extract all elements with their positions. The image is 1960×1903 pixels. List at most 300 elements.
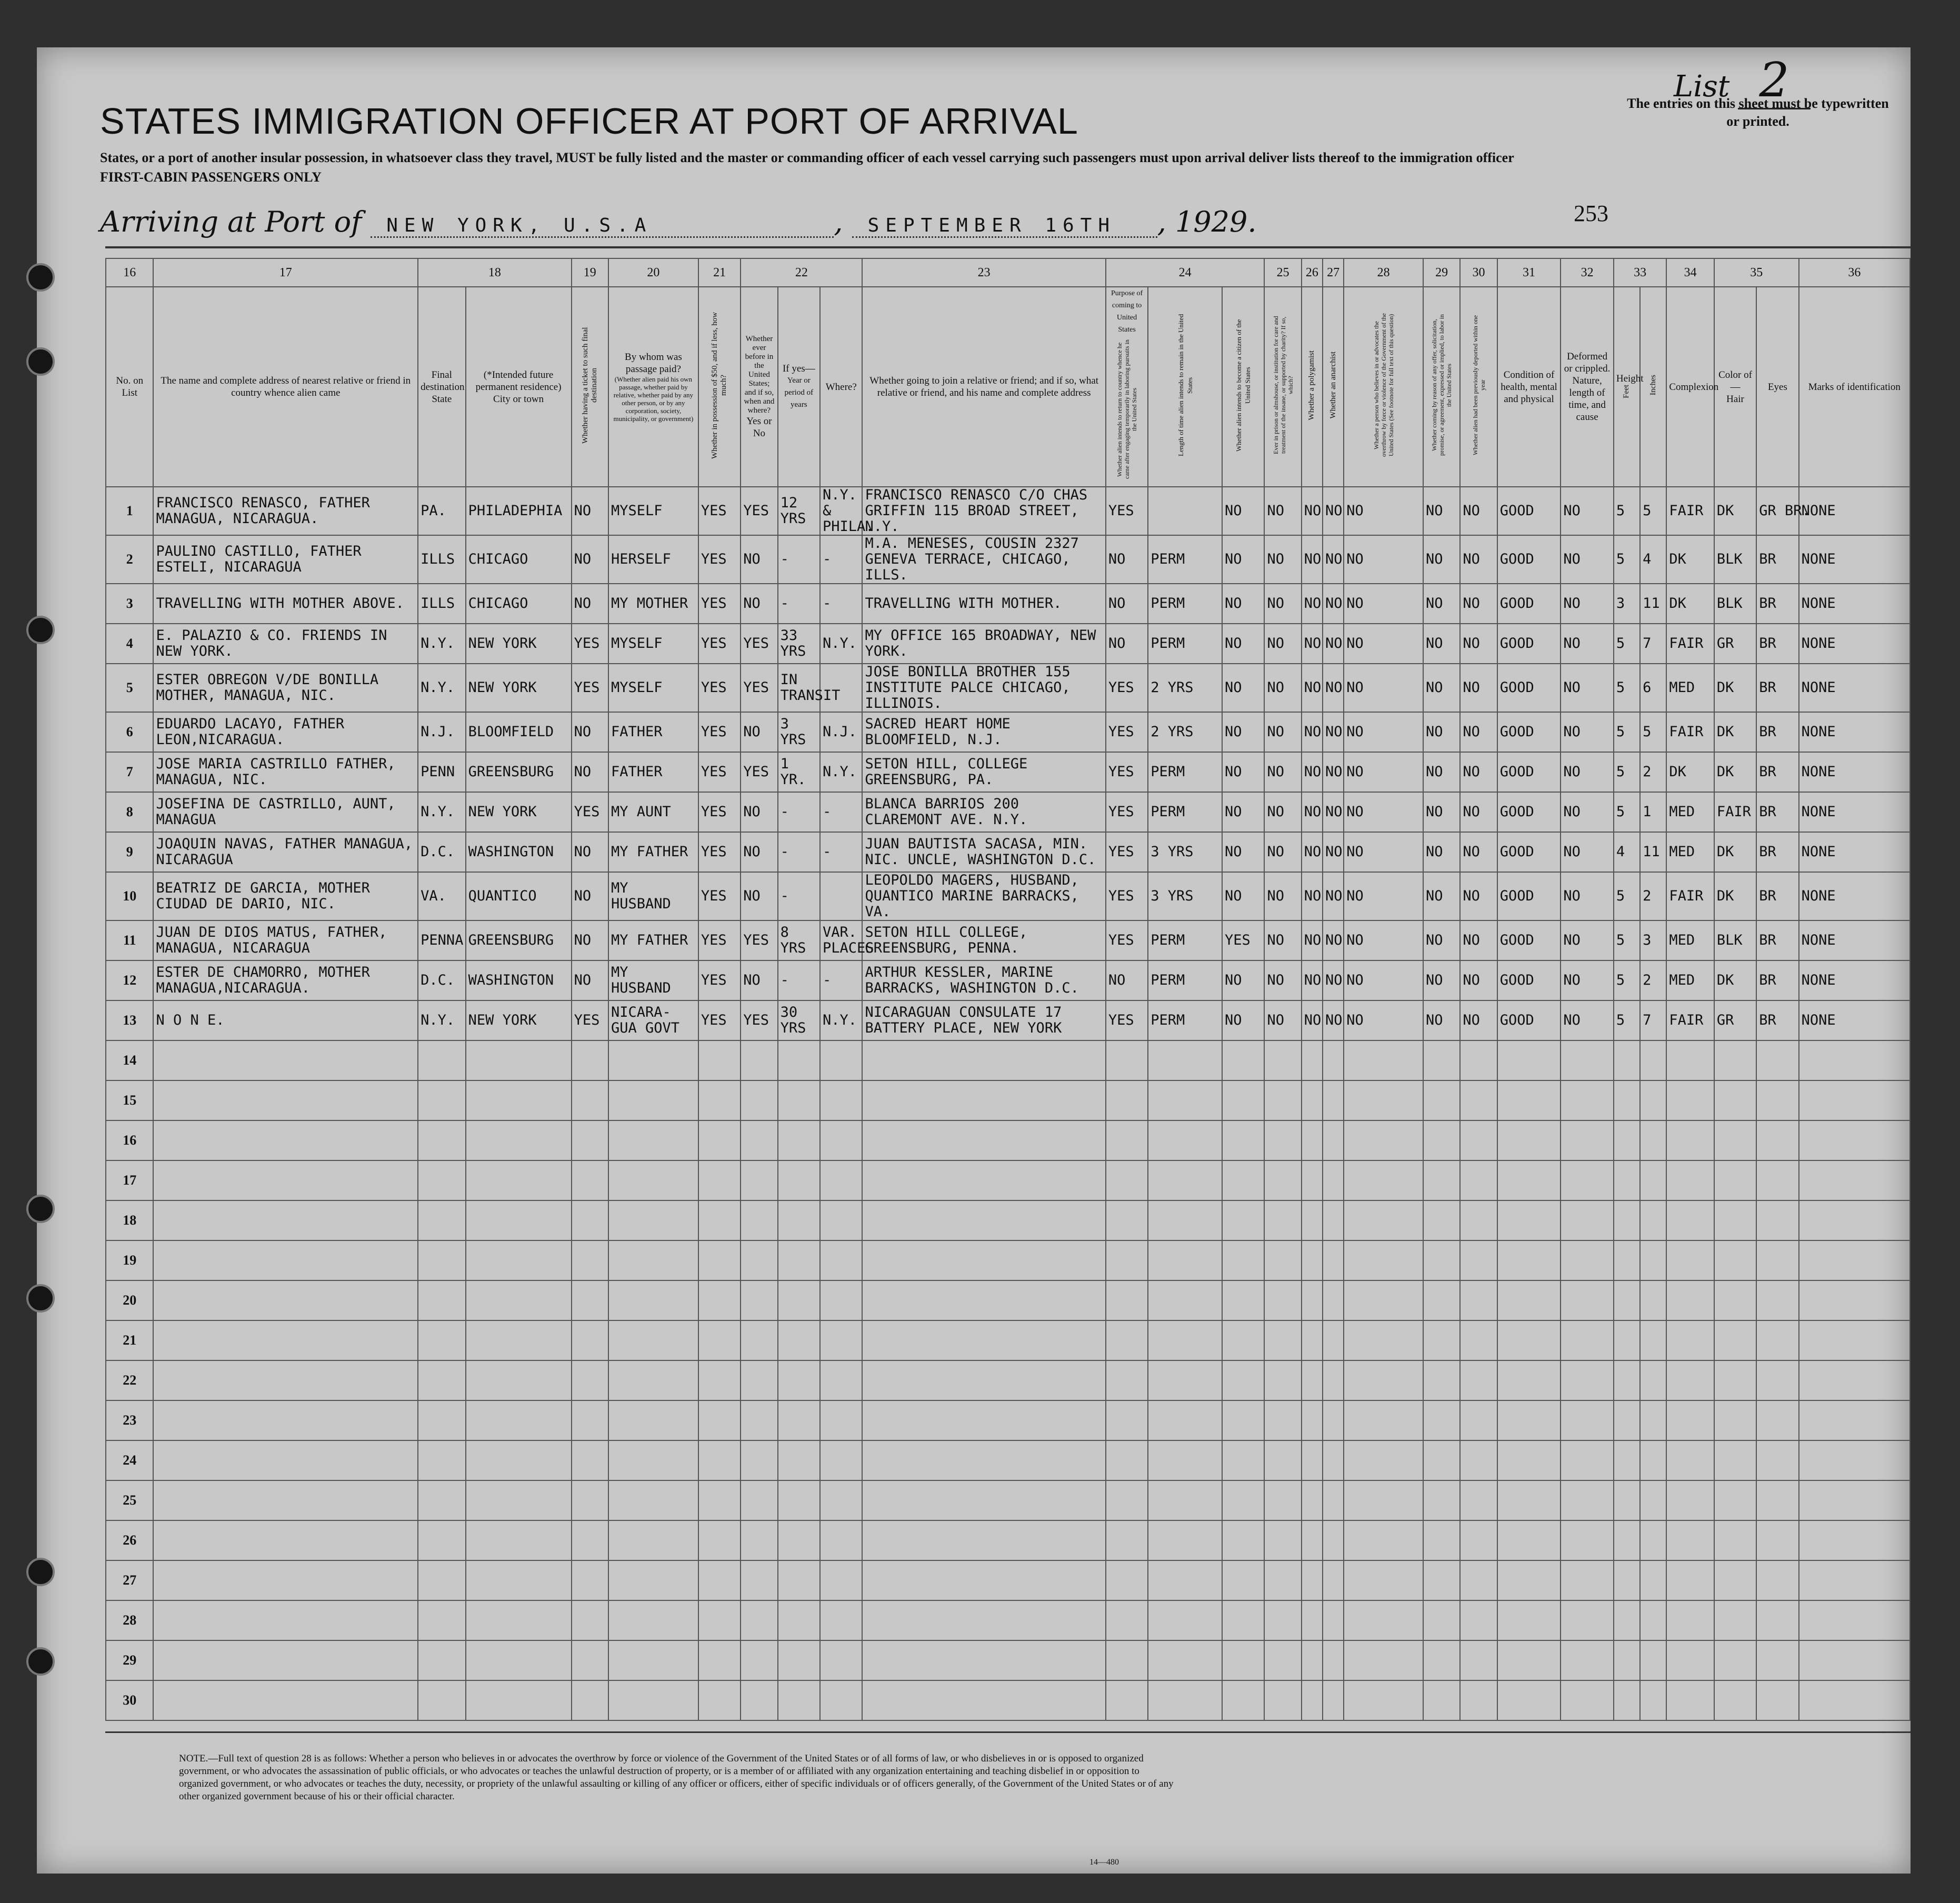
- binder-hole-icon: [26, 347, 55, 376]
- cell-join: SETON HILL COLLEGE, GREENSBURG, PENNA.: [862, 920, 1105, 960]
- cell-empty: [1222, 1320, 1264, 1360]
- cell-feet: 3: [1614, 584, 1640, 624]
- cell-empty: [1460, 1240, 1497, 1280]
- cell-empty: [153, 1560, 418, 1600]
- cell-empty: [1460, 1120, 1497, 1160]
- header-no-on-list: No. on List: [106, 287, 153, 487]
- cell-empty: [1323, 1440, 1344, 1480]
- cell-empty: [608, 1080, 698, 1120]
- cell-empty: [1323, 1400, 1344, 1440]
- cell-empty: [1614, 1080, 1640, 1120]
- cell-empty: [862, 1360, 1105, 1400]
- cell-anarch: NO: [1323, 920, 1344, 960]
- cell-empty: [1344, 1360, 1423, 1400]
- cell-q28: NO: [1344, 792, 1423, 832]
- cell-empty: [1799, 1480, 1910, 1520]
- cell-empty: [698, 1600, 741, 1640]
- cell-empty: [1799, 1440, 1910, 1480]
- cell-empty: [1302, 1320, 1323, 1360]
- cell-empty: [1756, 1160, 1798, 1200]
- cell-empty: [1148, 1040, 1222, 1080]
- cell-complexion: FAIR: [1666, 872, 1714, 920]
- cell-empty: [1614, 1440, 1640, 1480]
- cell-eyes: BR: [1756, 960, 1798, 1000]
- cell-empty: [1302, 1200, 1323, 1240]
- header-prison-text: Ever in prison or almshouse, or institution for care and treatment of the insane, or supported by charity? If so, which?: [1272, 316, 1294, 455]
- colnum-18: 18: [418, 258, 572, 287]
- form-subtitle: States, or a port of another insular possession, in whatsoever class they travel, MUST be fully listed and the master or commanding officer of each vessel carrying such passengers must upon arrival deliver lists thereof to the immigration officer: [100, 150, 1514, 165]
- cell-eyes: BR: [1756, 1000, 1798, 1040]
- cell-empty: [1222, 1520, 1264, 1560]
- table-row: [106, 792, 1910, 832]
- cell-deformed: NO: [1561, 584, 1614, 624]
- cell-join: ARTHUR KESSLER, MARINE BARRACKS, WASHINGTON D.C.: [862, 960, 1105, 1000]
- cell-ret: YES: [1106, 664, 1148, 712]
- cell-q30: NO: [1460, 487, 1497, 535]
- cell-empty: [1344, 1240, 1423, 1280]
- cell-state: D.C.: [418, 960, 465, 1000]
- cell-empty: [1799, 1360, 1910, 1400]
- cell-fifty: YES: [698, 872, 741, 920]
- cell-empty: [1423, 1480, 1460, 1520]
- cell-no: 14: [106, 1040, 153, 1080]
- cell-q30: NO: [1460, 752, 1497, 792]
- cell-empty: [1344, 1400, 1423, 1440]
- cell-relative: FRANCISCO RENASCO, FATHER MANAGUA, NICARAGUA.: [153, 487, 418, 535]
- cell-ret: NO: [1106, 584, 1148, 624]
- cell-empty: [1666, 1400, 1714, 1440]
- cell-empty: [1497, 1360, 1561, 1400]
- cell-empty: [1666, 1600, 1714, 1640]
- cell-marks: NONE: [1799, 624, 1910, 664]
- cell-empty: [608, 1520, 698, 1560]
- cell-inches: 11: [1640, 584, 1666, 624]
- cell-poly: NO: [1302, 872, 1323, 920]
- cell-empty: [1756, 1320, 1798, 1360]
- cell-empty: [608, 1240, 698, 1280]
- cell-eyes: BR: [1756, 584, 1798, 624]
- header-final-destination: Final destination: [421, 369, 465, 393]
- cell-empty: [1344, 1520, 1423, 1560]
- cell-hair: DK: [1714, 872, 1756, 920]
- cell-empty: [820, 1440, 862, 1480]
- cell-q28: NO: [1344, 624, 1423, 664]
- cell-anarch: NO: [1323, 487, 1344, 535]
- cell-before: NO: [741, 792, 777, 832]
- cell-empty: [466, 1320, 572, 1360]
- cell-empty: [1799, 1240, 1910, 1280]
- table-row-empty: [106, 1560, 1910, 1600]
- cell-empty: [1460, 1680, 1497, 1720]
- cell-poly: NO: [1302, 487, 1323, 535]
- cell-no: 28: [106, 1600, 153, 1640]
- cell-poly: NO: [1302, 584, 1323, 624]
- cell-period: -: [778, 584, 820, 624]
- cell-empty: [466, 1200, 572, 1240]
- cell-feet: 5: [1614, 624, 1640, 664]
- cell-empty: [1666, 1320, 1714, 1360]
- manifest-rows: [106, 487, 1910, 1720]
- cell-empty: [418, 1240, 465, 1280]
- cell-relative: EDUARDO LACAYO, FATHER LEON,NICARAGUA.: [153, 712, 418, 752]
- cell-empty: [1460, 1160, 1497, 1200]
- header-ticket: [572, 287, 608, 487]
- cell-prison: NO: [1264, 664, 1301, 712]
- cell-empty: [862, 1640, 1105, 1680]
- table-row-empty: [106, 1440, 1910, 1480]
- cell-empty: [1344, 1600, 1423, 1640]
- colnum-26: 26: [1302, 258, 1323, 287]
- cell-anarch: NO: [1323, 872, 1344, 920]
- header-q30: [1460, 287, 1497, 487]
- cell-empty: [1302, 1640, 1323, 1680]
- table-row: [106, 712, 1910, 752]
- cell-ticket: YES: [572, 792, 608, 832]
- cell-empty: [1106, 1680, 1148, 1720]
- cell-empty: [1460, 1400, 1497, 1440]
- cell-empty: [741, 1400, 777, 1440]
- cell-empty: [1714, 1240, 1756, 1280]
- table-row-empty: [106, 1600, 1910, 1640]
- cell-empty: [572, 1600, 608, 1640]
- cell-empty: [1222, 1680, 1264, 1720]
- cell-empty: [1423, 1600, 1460, 1640]
- table-row-empty: [106, 1480, 1910, 1520]
- cell-empty: [741, 1240, 777, 1280]
- cell-empty: [1222, 1040, 1264, 1080]
- cell-empty: [1714, 1400, 1756, 1440]
- cell-complexion: MED: [1666, 792, 1714, 832]
- cell-empty: [1264, 1600, 1301, 1640]
- cell-empty: [1497, 1480, 1561, 1520]
- cell-deformed: NO: [1561, 752, 1614, 792]
- cell-no: 17: [106, 1160, 153, 1200]
- cell-deformed: NO: [1561, 872, 1614, 920]
- cell-empty: [1640, 1560, 1666, 1600]
- cell-empty: [1666, 1640, 1714, 1680]
- colnum-22: 22: [741, 258, 862, 287]
- cell-empty: [418, 1480, 465, 1520]
- cell-empty: [1756, 1040, 1798, 1080]
- cell-citizen: NO: [1222, 832, 1264, 872]
- cell-city: GREENSBURG: [466, 752, 572, 792]
- cell-empty: [572, 1080, 608, 1120]
- cell-ticket: YES: [572, 664, 608, 712]
- cell-empty: [1614, 1040, 1640, 1080]
- cell-empty: [1302, 1040, 1323, 1080]
- cell-citizen: NO: [1222, 664, 1264, 712]
- cell-empty: [1460, 1480, 1497, 1520]
- header-q28: [1344, 287, 1423, 487]
- cell-empty: [1614, 1560, 1640, 1600]
- cell-empty: [1148, 1640, 1222, 1680]
- cell-empty: [1264, 1160, 1301, 1200]
- cell-state: VA.: [418, 872, 465, 920]
- cell-empty: [153, 1400, 418, 1440]
- cell-empty: [741, 1520, 777, 1560]
- cell-hair: DK: [1714, 664, 1756, 712]
- cell-empty: [1264, 1480, 1301, 1520]
- cell-marks: NONE: [1799, 487, 1910, 535]
- cell-join: FRANCISCO RENASCO C/O CHAS GRIFFIN 115 BROAD STREET, N.Y.: [862, 487, 1105, 535]
- cell-empty: [1561, 1680, 1614, 1720]
- header-q29: [1423, 287, 1460, 487]
- cell-empty: [466, 1400, 572, 1440]
- cell-empty: [862, 1400, 1105, 1440]
- cell-empty: [153, 1640, 418, 1680]
- cell-empty: [862, 1160, 1105, 1200]
- colnum-20: 20: [608, 258, 698, 287]
- cell-empty: [1148, 1080, 1222, 1120]
- cell-empty: [1222, 1240, 1264, 1280]
- cell-no: 2: [106, 535, 153, 584]
- cell-fifty: YES: [698, 624, 741, 664]
- cell-before: NO: [741, 960, 777, 1000]
- cell-empty: [1148, 1680, 1222, 1720]
- cell-no: 3: [106, 584, 153, 624]
- cell-empty: [1264, 1400, 1301, 1440]
- cell-empty: [153, 1040, 418, 1080]
- cell-join: NICARAGUAN CONSULATE 17 BATTERY PLACE, NEW YORK: [862, 1000, 1105, 1040]
- header-ticket-text: Whether having a ticket to such final destination: [581, 327, 598, 444]
- cell-empty: [572, 1440, 608, 1480]
- cell-state: PA.: [418, 487, 465, 535]
- cell-where: N.J.: [820, 712, 862, 752]
- cell-relative: JOSE MARIA CASTRILLO FATHER, MANAGUA, NIC.: [153, 752, 418, 792]
- table-row: [106, 1000, 1910, 1040]
- cell-empty: [1460, 1200, 1497, 1240]
- cell-empty: [1106, 1520, 1148, 1560]
- cell-empty: [466, 1040, 572, 1080]
- cell-where: -: [820, 535, 862, 584]
- cell-city: WASHINGTON: [466, 832, 572, 872]
- header-inches: Inches: [1648, 375, 1657, 396]
- cell-empty: [1614, 1240, 1640, 1280]
- table-row-empty: [106, 1280, 1910, 1320]
- cell-empty: [698, 1280, 741, 1320]
- typewritten-notice: The entries on this sheet must be typewritten or printed.: [1627, 96, 1889, 129]
- cell-inches: 1: [1640, 792, 1666, 832]
- cell-fifty: YES: [698, 487, 741, 535]
- cell-q29: NO: [1423, 832, 1460, 872]
- binder-hole-icon: [26, 263, 55, 292]
- cell-empty: [1344, 1160, 1423, 1200]
- header-before-period: [778, 287, 820, 487]
- cell-empty: [1106, 1080, 1148, 1120]
- cell-empty: [862, 1120, 1105, 1160]
- cell-hair: DK: [1714, 960, 1756, 1000]
- cell-empty: [1497, 1280, 1561, 1320]
- cell-empty: [1561, 1600, 1614, 1640]
- header-purpose-return: [1106, 287, 1148, 487]
- cell-no: 25: [106, 1480, 153, 1520]
- cell-no: 23: [106, 1400, 153, 1440]
- table-row-empty: [106, 1320, 1910, 1360]
- cell-length: [1148, 487, 1222, 535]
- cell-empty: [1799, 1560, 1910, 1600]
- cell-empty: [741, 1200, 777, 1240]
- cell-empty: [1148, 1120, 1222, 1160]
- cell-feet: 5: [1614, 872, 1640, 920]
- cell-empty: [820, 1040, 862, 1080]
- cell-empty: [1302, 1160, 1323, 1200]
- cell-empty: [1344, 1480, 1423, 1520]
- binder-hole-icon: [26, 1284, 55, 1313]
- cell-empty: [1423, 1400, 1460, 1440]
- cell-complexion: FAIR: [1666, 712, 1714, 752]
- cell-health: GOOD: [1497, 535, 1561, 584]
- header-hair: [1714, 287, 1756, 487]
- cell-empty: [862, 1200, 1105, 1240]
- cell-eyes: BR: [1756, 832, 1798, 872]
- cell-no: 19: [106, 1240, 153, 1280]
- cell-empty: [1222, 1200, 1264, 1240]
- cell-eyes: BR: [1756, 752, 1798, 792]
- cell-empty: [1714, 1320, 1756, 1360]
- cell-marks: NONE: [1799, 664, 1910, 712]
- cell-empty: [1640, 1680, 1666, 1720]
- cell-ret: YES: [1106, 752, 1148, 792]
- cell-ticket: NO: [572, 712, 608, 752]
- cell-empty: [418, 1520, 465, 1560]
- cell-q30: NO: [1460, 664, 1497, 712]
- cell-empty: [1640, 1320, 1666, 1360]
- cell-empty: [778, 1160, 820, 1200]
- cell-empty: [608, 1360, 698, 1400]
- cell-ret: YES: [1106, 872, 1148, 920]
- cell-complexion: DK: [1666, 535, 1714, 584]
- cell-empty: [862, 1240, 1105, 1280]
- cell-empty: [418, 1600, 465, 1640]
- cell-empty: [1423, 1240, 1460, 1280]
- cell-relative: JUAN DE DIOS MATUS, FATHER, MANAGUA, NICARAGUA: [153, 920, 418, 960]
- cell-q30: NO: [1460, 712, 1497, 752]
- cell-ret: NO: [1106, 535, 1148, 584]
- cell-prison: NO: [1264, 535, 1301, 584]
- cell-empty: [1323, 1600, 1344, 1640]
- cell-empty: [153, 1520, 418, 1560]
- cell-empty: [572, 1240, 608, 1280]
- cell-empty: [820, 1520, 862, 1560]
- date-field: SEPTEMBER 16TH: [852, 215, 1157, 238]
- cell-relative: E. PALAZIO & CO. FRIENDS IN NEW YORK.: [153, 624, 418, 664]
- table-row: [106, 920, 1910, 960]
- cell-length: PERM: [1148, 792, 1222, 832]
- table-row: [106, 487, 1910, 535]
- cell-deformed: NO: [1561, 535, 1614, 584]
- cell-empty: [1497, 1640, 1561, 1680]
- cell-poly: NO: [1302, 752, 1323, 792]
- cell-empty: [1497, 1440, 1561, 1480]
- arriving-label: Arriving at Port of: [100, 205, 362, 238]
- cell-empty: [1756, 1520, 1798, 1560]
- colnum-33: 33: [1614, 258, 1667, 287]
- cell-state: D.C.: [418, 832, 465, 872]
- form-code: 14—480: [1089, 1858, 1119, 1867]
- cell-ret: YES: [1106, 832, 1148, 872]
- colnum-35: 35: [1714, 258, 1799, 287]
- cell-empty: [1106, 1240, 1148, 1280]
- year-prefix: 19: [1175, 205, 1212, 238]
- table-row: [106, 584, 1910, 624]
- cell-empty: [1302, 1360, 1323, 1400]
- cell-empty: [1666, 1240, 1714, 1280]
- cell-empty: [778, 1440, 820, 1480]
- header-height-feet: [1614, 287, 1644, 487]
- cell-health: GOOD: [1497, 584, 1561, 624]
- colnum-30: 30: [1460, 258, 1497, 287]
- cell-empty: [608, 1600, 698, 1640]
- cell-empty: [1799, 1120, 1910, 1160]
- header-state: State: [432, 393, 452, 405]
- cell-empty: [1148, 1440, 1222, 1480]
- header-deformed: Deformed or crippled. Nature, length of time, and cause: [1561, 287, 1614, 487]
- cell-empty: [1714, 1280, 1756, 1320]
- cell-complexion: FAIR: [1666, 1000, 1714, 1040]
- cell-state: N.Y.: [418, 792, 465, 832]
- cell-empty: [778, 1480, 820, 1520]
- cell-fifty: YES: [698, 1000, 741, 1040]
- cell-paid: MY FATHER: [608, 832, 698, 872]
- cell-empty: [1460, 1600, 1497, 1640]
- cell-q28: NO: [1344, 920, 1423, 960]
- port-field: NEW YORK, U.S.A: [371, 215, 834, 238]
- cell-empty: [1423, 1520, 1460, 1560]
- header-health: Condition of health, mental and physical: [1497, 287, 1561, 487]
- cell-join: JUAN BAUTISTA SACASA, MIN. NIC. UNCLE, WASHINGTON D.C.: [862, 832, 1105, 872]
- cell-empty: [572, 1640, 608, 1680]
- cell-empty: [1561, 1120, 1614, 1160]
- cell-empty: [862, 1480, 1105, 1520]
- cell-q28: NO: [1344, 1000, 1423, 1040]
- cell-empty: [1497, 1200, 1561, 1240]
- cell-empty: [1756, 1360, 1798, 1400]
- header-purpose-return-text: Whether alien intends to return to country whence he came after engaging temporarily in laboring pursuits in the United States: [1116, 339, 1138, 479]
- cell-inches: 7: [1640, 624, 1666, 664]
- cell-empty: [1640, 1600, 1666, 1640]
- cell-empty: [1561, 1320, 1614, 1360]
- cell-empty: [1714, 1360, 1756, 1400]
- table-row: [106, 535, 1910, 584]
- cell-deformed: NO: [1561, 712, 1614, 752]
- cell-empty: [778, 1200, 820, 1240]
- cell-empty: [1460, 1560, 1497, 1600]
- cell-empty: [1423, 1120, 1460, 1160]
- cell-anarch: NO: [1323, 584, 1344, 624]
- cell-empty: [153, 1320, 418, 1360]
- cell-empty: [778, 1640, 820, 1680]
- cell-paid: FATHER: [608, 752, 698, 792]
- cell-complexion: DK: [1666, 752, 1714, 792]
- cell-empty: [1497, 1560, 1561, 1600]
- cell-empty: [1497, 1680, 1561, 1720]
- cell-empty: [698, 1640, 741, 1680]
- cell-hair: DK: [1714, 487, 1756, 535]
- cell-eyes: BR: [1756, 920, 1798, 960]
- cell-no: 4: [106, 624, 153, 664]
- cell-empty: [1714, 1560, 1756, 1600]
- cell-empty: [608, 1680, 698, 1720]
- cell-anarch: NO: [1323, 960, 1344, 1000]
- cell-relative: N O N E.: [153, 1000, 418, 1040]
- cell-ticket: NO: [572, 535, 608, 584]
- cell-where: -: [820, 832, 862, 872]
- cell-empty: [1714, 1520, 1756, 1560]
- cell-empty: [1222, 1440, 1264, 1480]
- cell-empty: [1264, 1520, 1301, 1560]
- cell-empty: [418, 1280, 465, 1320]
- cell-before: YES: [741, 664, 777, 712]
